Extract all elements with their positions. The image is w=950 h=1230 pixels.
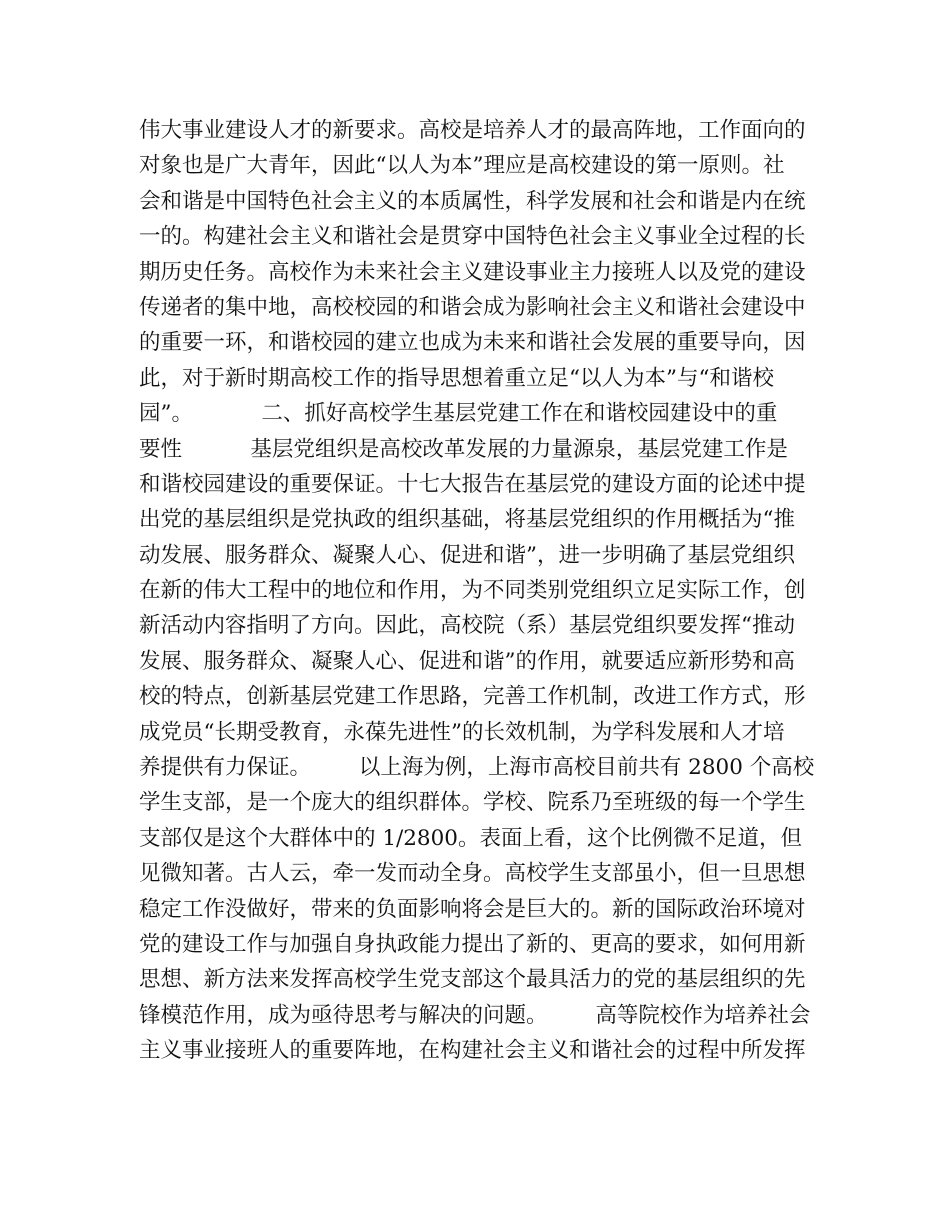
body-text <box>139 113 819 1069</box>
text-line: 成党员“长期受教育，永葆先进性”的长效机制，为学科发展和人才培 <box>139 719 785 745</box>
text-line: 伟大事业建设人才的新要求。高校是培养人才的最高阵地，工作面向的 <box>139 118 806 143</box>
text-line: 党的建设工作与加强自身执政能力提出了新的、更高的要求，如何用新 <box>139 931 806 957</box>
text-line: 支部仅是这个大群体中的 1/2800。表面上看，这个比例微不足道，但 <box>139 825 802 851</box>
text-line: 园”。 二、抓好高校学生基层党建工作在和谐校园建设中的重 <box>139 401 778 427</box>
text-line: 会和谐是中国特色社会主义的本质属性，科学发展和社会和谐是内在统 <box>139 188 806 214</box>
text-line: 动发展、服务群众、凝聚人心、促进和谐”，进一步明确了基层党组织 <box>139 542 795 568</box>
text-line: 对象也是广大青年，因此“以人为本”理应是高校建设的第一原则。社 <box>139 153 785 179</box>
text-line: 校的特点，创新基层党建工作思路，完善工作机制，改进工作方式，形 <box>139 684 806 710</box>
text-line: 期历史任务。高校作为未来社会主义建设事业主力接班人以及党的建设 <box>139 259 806 285</box>
text-line: 学生支部，是一个庞大的组织群体。学校、院系乃至班级的每一个学生 <box>139 790 806 816</box>
text-line: 养提供有力保证。 以上海为例，上海市高校目前共有 2800 个高校 <box>139 755 815 781</box>
text-line: 见微知著。古人云，牵一发而动全身。高校学生支部虽小，但一旦思想 <box>139 861 806 887</box>
text-line: 和谐校园建设的重要保证。十七大报告在基层党的建设方面的论述中提 <box>139 471 806 497</box>
text-line: 锋模范作用，成为亟待思考与解决的问题。 高等院校作为培养社会 <box>139 1002 811 1028</box>
text-line: 的重要一环，和谐校园的建立也成为未来和谐社会发展的重要导向，因 <box>139 330 806 356</box>
text-line: 传递者的集中地，高校校园的和谐会成为影响社会主义和谐社会建设中 <box>139 294 806 320</box>
text-line: 此，对于新时期高校工作的指导思想着重立足“以人为本”与“和谐校 <box>139 365 774 391</box>
text-line: 发展、服务群众、凝聚人心、促进和谐”的作用，就要适应新形势和高 <box>139 648 795 674</box>
text-line: 新活动内容指明了方向。因此，高校院（系）基层党组织要发挥“推动 <box>139 613 795 639</box>
text-line: 出党的基层组织是党执政的组织基础，将基层党组织的作用概括为“推 <box>139 507 795 533</box>
text-line: 一的。构建社会主义和谐社会是贯穿中国特色社会主义事业全过程的长 <box>139 224 806 250</box>
text-line: 思想、新方法来发挥高校学生党支部这个最具活力的党的基层组织的先 <box>139 967 806 993</box>
text-line: 主义事业接班人的重要阵地，在构建社会主义和谐社会的过程中所发挥 <box>139 1038 806 1064</box>
text-line: 在新的伟大工程中的地位和作用，为不同类别党组织立足实际工作，创 <box>139 578 806 604</box>
text-line: 要性 基层党组织是高校改革发展的力量源泉，基层党建工作是 <box>139 436 788 462</box>
text-line: 稳定工作没做好，带来的负面影响将会是巨大的。新的国际政治环境对 <box>139 896 806 922</box>
